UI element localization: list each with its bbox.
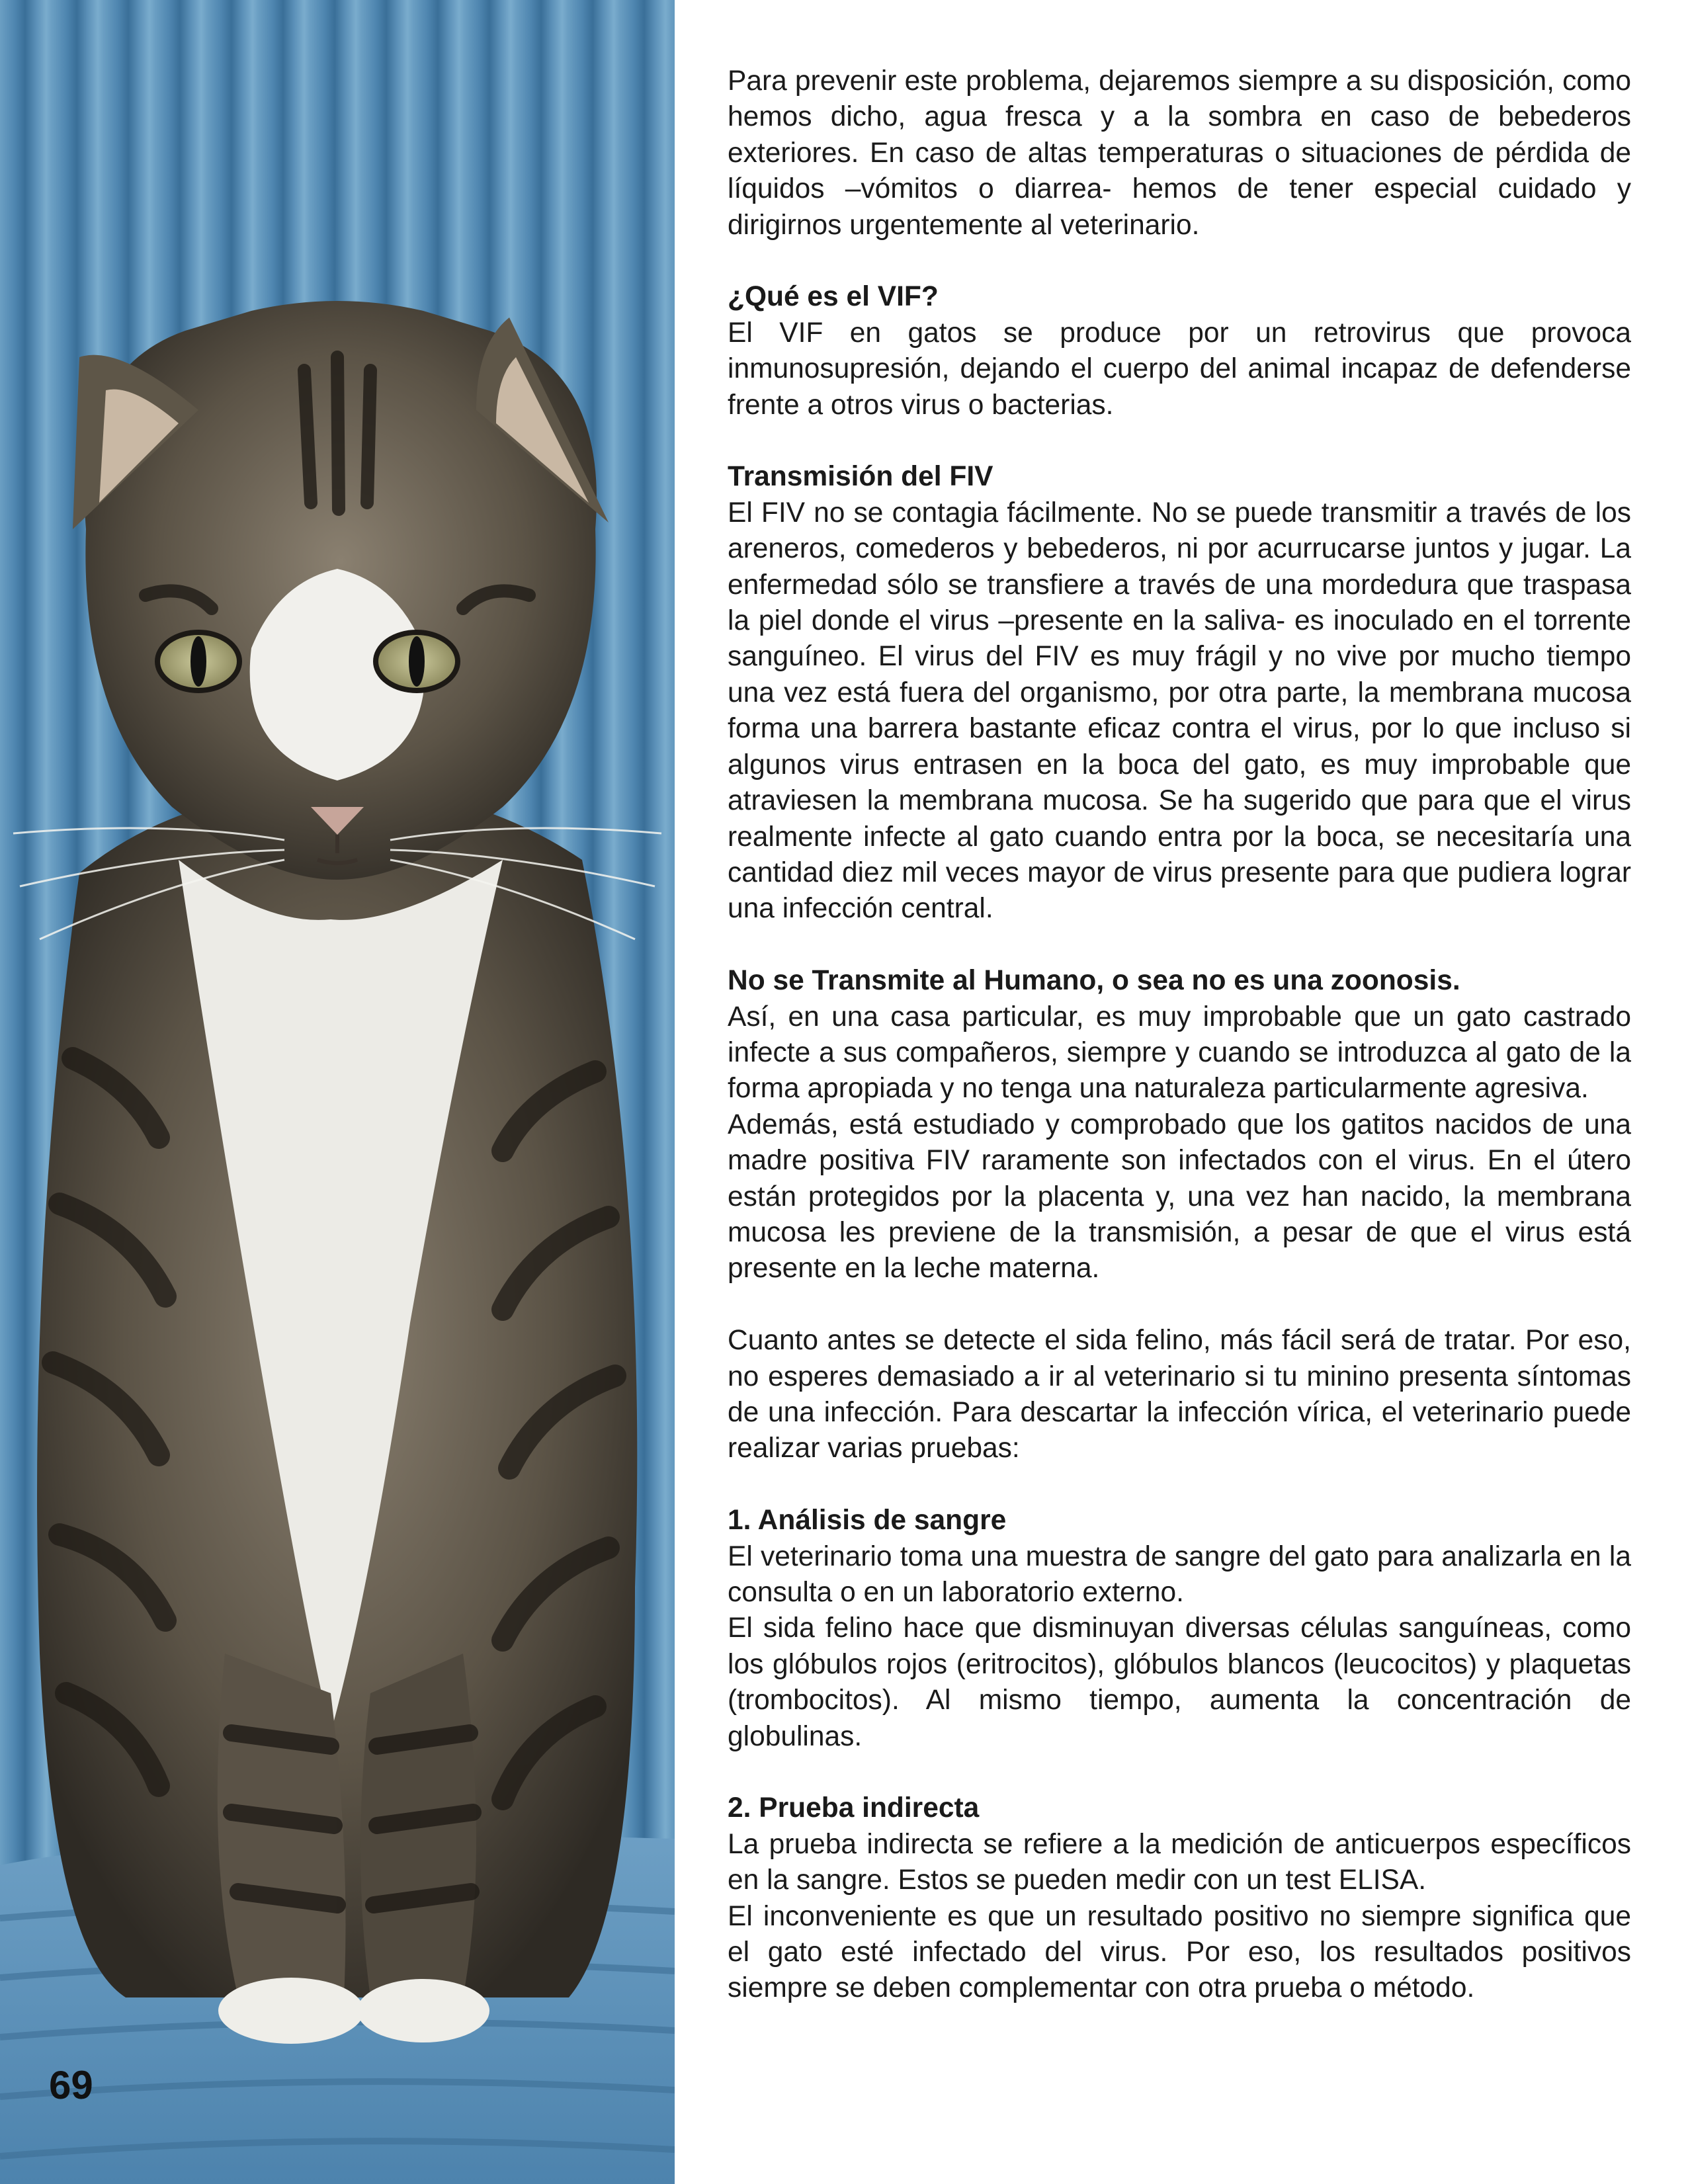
transmision-heading: Transmisión del FIV (728, 461, 993, 493)
prueba-paragraph-1: La prueba indirecta se refiere a la medición de anticuerpos específicos en la sangre. Estos se pueden medir con un test ELISA. (728, 1828, 1631, 1896)
intro-paragraph: Para prevenir este problema, dejaremos siempre a su disposición, como hemos dicho, agua fresca y a la sombra en caso de bebederos exteriores. En caso de altas temperaturas o situaciones de pérdida de líquidos –vómitos o diarrea- hemos de tener especial cuidado y dirigirnos urgentemente al veterinario. (728, 65, 1631, 241)
cat-photo (0, 0, 675, 2184)
vif-paragraph: El VIF en gatos se produce por un retrovirus que provoca inmunosupresión, dejando el cuerpo del animal incapaz de defenderse frente a otros virus o bacterias. (728, 317, 1631, 421)
vif-heading: ¿Qué es el VIF? (728, 281, 939, 313)
humano-heading: No se Transmite al Humano, o sea no es una zoonosis. (728, 965, 1460, 997)
deteccion-paragraph: Cuanto antes se detecte el sida felino, más fácil será de tratar. Por eso, no esperes demasiado a ir al veterinario si tu minino presenta síntomas de una infección. Para descartar la infección vírica, el veterinario puede realizar varias pruebas: (728, 1325, 1631, 1464)
analisis-paragraph-1: El veterinario toma una muestra de sangre del gato para analizarla en la consulta o en un laboratorio externo. (728, 1540, 1631, 1608)
cat-illustration (0, 0, 675, 2184)
prueba-heading: 2. Prueba indirecta (728, 1792, 980, 1824)
prueba-paragraph-2: El inconveniente es que un resultado positivo no siempre significa que el gato esté infectado del virus. Por eso, los resultados positivos siempre se deben complementar con otra prueba o método. (728, 1900, 1631, 2004)
article-text (728, 63, 1631, 2007)
page-number: 69 (49, 2063, 93, 2107)
analisis-paragraph-2: El sida felino hace que disminuyan diversas células sanguíneas, como los glóbulos rojos (eritrocitos), glóbulos blancos (leucocitos) y plaquetas (trombocitos). Al mismo tiempo, aumenta la concentración de globulinas. (728, 1613, 1631, 1752)
transmision-paragraph: El FIV no se contagia fácilmente. No se puede transmitir a través de los areneros, comederos y bebederos, ni por acurrucarse juntos y jugar. La enfermedad sólo se transfiere a través de una mordedura que traspasa la piel donde el virus –presente en la saliva- es inoculado en el torrente sanguíneo. El virus del FIV es muy frágil y no vive por mucho tiempo una vez está fuera del organismo, por otra parte, la membrana mucosa forma una barrera bastante eficaz contra el virus, por lo que incluso si algunos virus entrasen en la boca del gato, es muy improbable que atraviesen la membrana mucosa. Se ha sugerido que para que el virus realmente infecte al gato cuando entra por la boca, se necesitaría una cantidad diez mil veces mayor de virus presente para que pudiera lograr una infección central. (728, 497, 1631, 925)
analisis-heading: 1. Análisis de sangre (728, 1505, 1007, 1536)
humano-paragraph-2: Además, está estudiado y comprobado que los gatitos nacidos de una madre positiva FIV raramente son infectados con el virus. En el útero están protegidos por la placenta y, una vez han nacido, la membrana mucosa les previene de la transmisión, a pesar de que el virus está presente en la leche materna. (728, 1109, 1631, 1284)
humano-paragraph-1: Así, en una casa particular, es muy improbable que un gato castrado infecte a sus compañeros, siempre y cuando se introduzca al gato de la forma apropiada y no tenga una naturaleza particularmente agresiva. (728, 1001, 1631, 1105)
